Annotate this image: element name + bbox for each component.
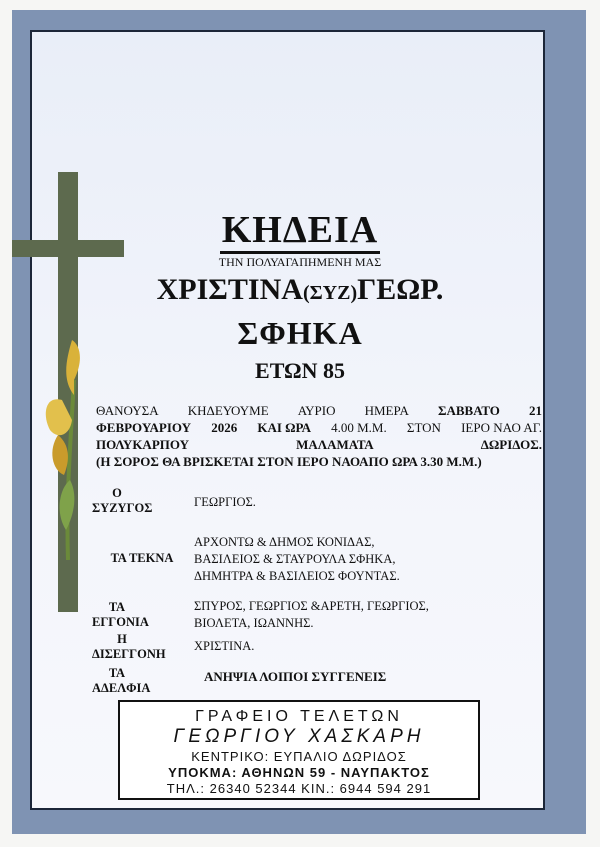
funeral-home-title: ΓΡΑΦΕΙΟ ΤΕΛΕΤΩΝ — [195, 708, 403, 725]
funeral-home-phones: ΤΗΛ.: 26340 52344 ΚΙΝ.: 6944 594 291 — [166, 781, 432, 796]
funeral-home-box — [118, 700, 480, 800]
spouse-label: Ο ΣΥΖΥΓΟΣ — [92, 486, 153, 515]
page-title: ΚΗΔΕΙΑ — [0, 208, 600, 252]
announcement-line-1: ΘΑΝΟΥΣΑ ΚΗΔΕΥΟΥΜΕ ΑΥΡΙΟ ΗΜΕΡΑ ΣΑΒΒΑΤΟ 21 — [96, 403, 542, 418]
announcement-line-3: ΠΟΛΥΚΑΡΠΟΥ ΜΑΛΑΜΑΤΑ ΔΩΡΙΔΟΣ. — [96, 437, 542, 452]
children-list: ΑΡΧΟΝΤΩ & ΔΗΜΟΣ ΚΟΝΙΔΑΣ, ΒΑΣΙΛΕΙΟΣ & ΣΤΑΥΡΟΥΛΑ ΣΦΗΚΑ, ΔΗΜΗΤΡΑ & ΒΑΣΙΛΕΙΟΣ ΦΟΥΝΤΑΣ. — [194, 535, 400, 583]
grandchildren-label: ΤΑ ΕΓΓΟΝΙΑ — [92, 600, 149, 629]
funeral-home-main-office: ΚΕΝΤΡΙΚΟ: ΕΥΠΑΛΙΟ ΔΩΡΙΔΟΣ — [191, 749, 407, 764]
funeral-home-branch: ΥΠΟΚΜΑ: ΑΘΗΝΩΝ 59 - ΝΑΥΠΑΚΤΟΣ — [168, 765, 430, 780]
siblings-label: ΤΑ ΑΔΕΛΦΙΑ — [92, 666, 151, 695]
deceased-surname: ΣΦΗΚΑ — [237, 315, 363, 351]
subtitle: ΤΗΝ ΠΟΛΥΑΓΑΠΗΜΕΝΗ ΜΑΣ — [218, 255, 382, 269]
great-grandchild-name: ΧΡΙΣΤΙΝΑ. — [194, 639, 255, 653]
relatives-line: ΑΝΗΨΙΑ ΛΟΙΠΟΙ ΣΥΓΓΕΝΕΙΣ — [204, 669, 387, 684]
great-grandchild-label: Η ΔΙΣΕΓΓΟΝΗ — [92, 632, 166, 661]
announcement — [96, 402, 542, 470]
announcement-line-2: ΦΕΒΡΟΥΑΡΙΟΥ 2026 ΚΑΙ ΩΡΑ 4.00 Μ.Μ. ΣΤΟΝ ΙΕΡΟ ΝΑΟ ΑΓ. — [96, 420, 542, 435]
funeral-home-name: ΓΕΩΡΓΙΟΥ ΧΑΣΚΑΡΗ — [173, 726, 425, 747]
children-label: ΤΑ ΤΕΚΝΑ — [110, 551, 174, 565]
spouse-name: ΓΕΩΡΓΙΟΣ. — [194, 495, 256, 509]
grandchildren-list: ΣΠΥΡΟΣ, ΓΕΩΡΓΙΟΣ &ΑΡΕΤΗ, ΓΕΩΡΓΙΟΣ, ΒΙΟΛΕΤΑ, ΙΩΑΝΝΗΣ. — [194, 599, 429, 630]
deceased-age: ΕΤΩΝ 85 — [255, 358, 345, 383]
announcement-line-4: (Η ΣΟΡΟΣ ΘΑ ΒΡΙΣΚΕΤΑΙ ΣΤΟΝ ΙΕΡΟ ΝΑΟΑΠΟ ΩΡΑ 3.30 Μ.Μ.) — [96, 454, 482, 469]
deceased-name: ΧΡΙΣΤΙΝΑ(ΣΥΖ)ΓΕΩΡ. — [156, 273, 444, 306]
